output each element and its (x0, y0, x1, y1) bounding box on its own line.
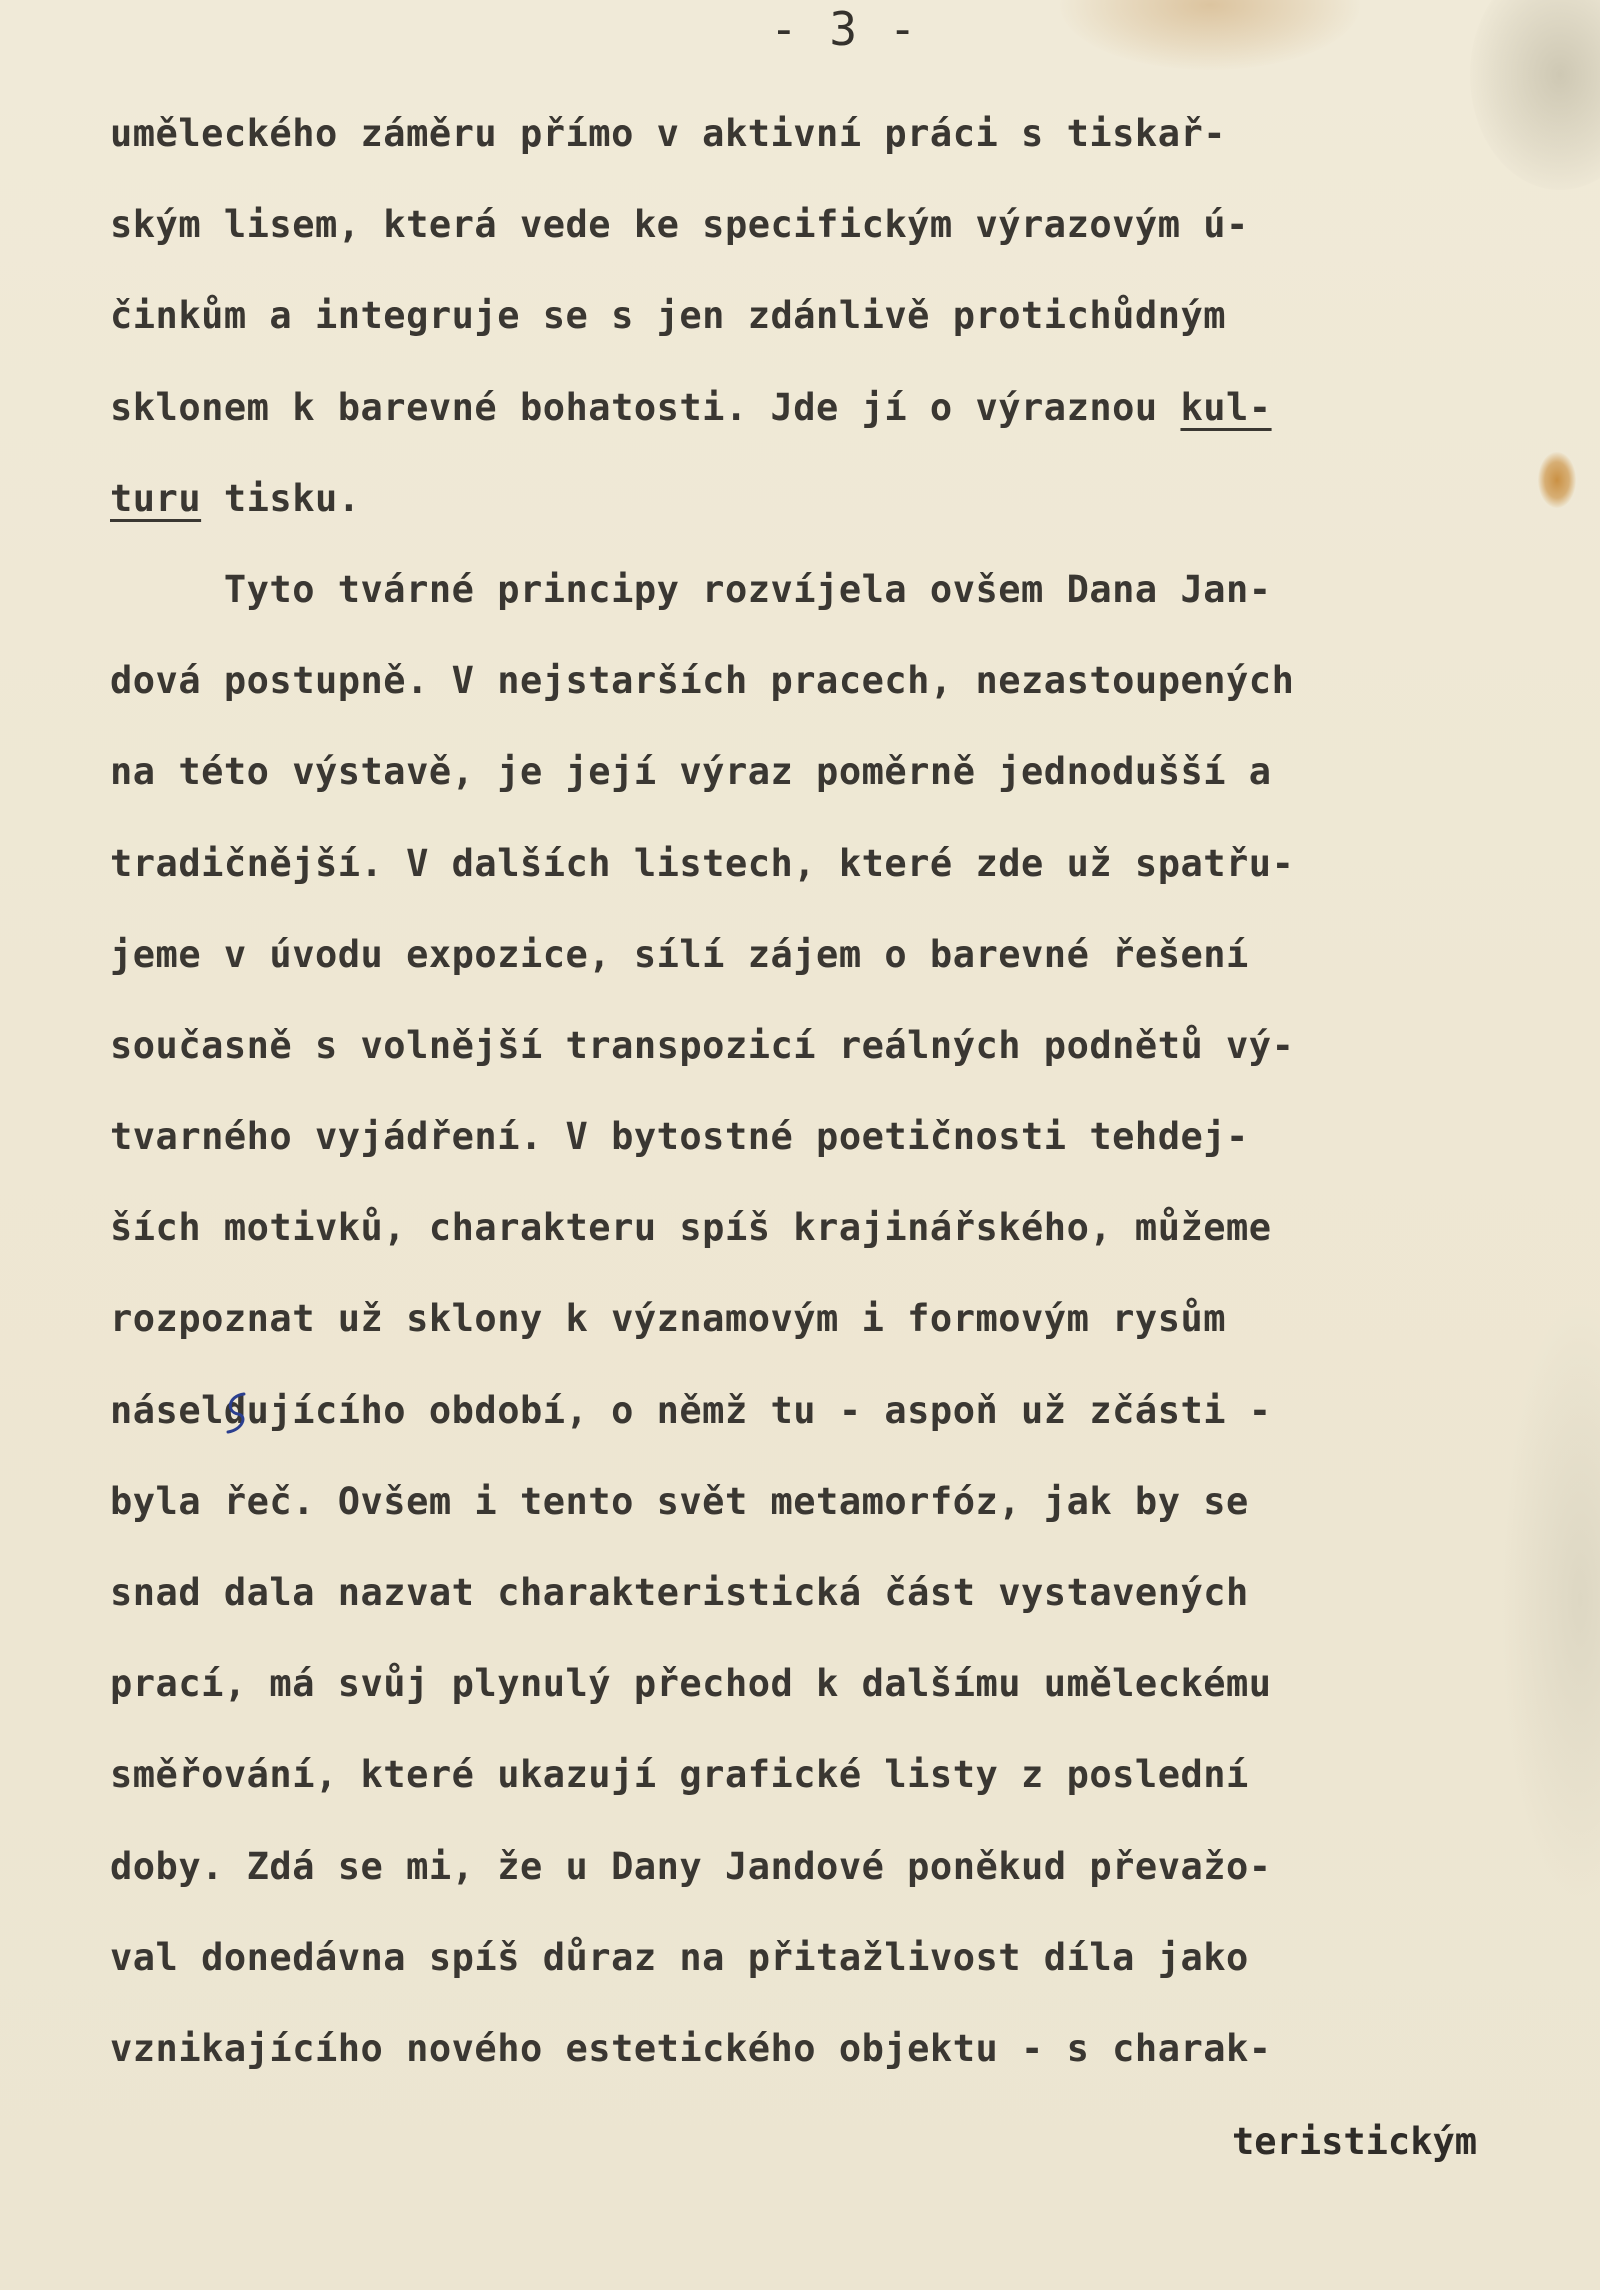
text-line (110, 2003, 1580, 2094)
text-segment: dová postupně. V nejstarších pracech, nezastoupených (110, 659, 1295, 703)
text-segment: ským lisem, která vede ke specifickým výrazovým ú- (110, 203, 1249, 247)
text-line (110, 270, 1580, 361)
text-line (110, 1273, 1580, 1364)
text-line (110, 1729, 1580, 1820)
text-line (110, 1456, 1580, 1547)
text-segment: Tyto tvárné principy rozvíjela ovšem Dana Jan- (110, 567, 1272, 611)
text-line (110, 1000, 1580, 1091)
text-segment: činkům a integruje se s jen zdánlivě protichůdným (110, 294, 1227, 338)
text-line (110, 726, 1580, 817)
text-segment: rozpoznat už sklony k významovým i formovým rysům (110, 1297, 1227, 1341)
text-segment: uměleckého záměru přímo v aktivní práci s tiskař- (110, 112, 1227, 155)
text-line (110, 179, 1580, 270)
text-segment: doby. Zdá se mi, že u Dany Jandové poněkud převažo- (110, 1844, 1272, 1888)
typewritten-text (110, 88, 1580, 2094)
underlined-text: kul- (1180, 385, 1272, 429)
page-number: - 3 - (770, 2, 919, 56)
text-segment: snad dala nazvat charakteristická část vystavených (110, 1571, 1249, 1614)
text-segment: prací, má svůj plynulý přechod k dalšímu uměleckému (110, 1662, 1272, 1706)
text-line (110, 1091, 1580, 1182)
text-segment: na této výstavě, je její výraz poměrně jednodušší a (110, 750, 1272, 794)
text-segment: tisku. (201, 476, 361, 520)
text-segment: náseldujícího období, o němž tu - aspoň už zčásti - (110, 1388, 1272, 1432)
text-line (110, 1821, 1580, 1912)
text-line (110, 453, 1580, 544)
text-segment: jeme v úvodu expozice, sílí zájem o barevné řešení (110, 932, 1249, 976)
text-line (110, 1912, 1580, 2003)
text-line (110, 1638, 1580, 1729)
text-segment: současně s volnější transpozicí reálných podnětů vý- (110, 1023, 1295, 1067)
text-line (110, 1547, 1580, 1638)
text-line (110, 818, 1580, 909)
text-segment: sklonem k barevné bohatosti. Jde jí o výraznou (110, 385, 1181, 429)
catchword: teristickým (1232, 2120, 1478, 2163)
text-segment: ších motivků, charakteru spíš krajinářského, můžeme (110, 1206, 1272, 1250)
paper-stain (1060, 0, 1360, 70)
text-segment: tvarného vyjádření. V bytostné poetičnosti tehdej- (110, 1115, 1249, 1159)
text-segment: byla řeč. Ovšem i tento svět metamorfóz, jak by se (110, 1479, 1249, 1523)
text-segment: směřování, které ukazují grafické listy z poslední (110, 1753, 1249, 1797)
text-line (110, 362, 1580, 453)
handwritten-correction-mark (222, 1390, 252, 1436)
text-line (110, 909, 1580, 1000)
text-line (110, 88, 1580, 179)
text-line (110, 1182, 1580, 1273)
text-line (110, 544, 1580, 635)
text-segment: vznikajícího nového estetického objektu - s charak- (110, 2026, 1272, 2070)
text-line (110, 1365, 1580, 1456)
text-line (110, 635, 1580, 726)
text-segment: val donedávna spíš důraz na přitažlivost díla jako (110, 1935, 1249, 1979)
underlined-text: turu (110, 476, 202, 520)
text-segment: tradičnější. V dalších listech, které zde už spatřu- (110, 841, 1295, 885)
